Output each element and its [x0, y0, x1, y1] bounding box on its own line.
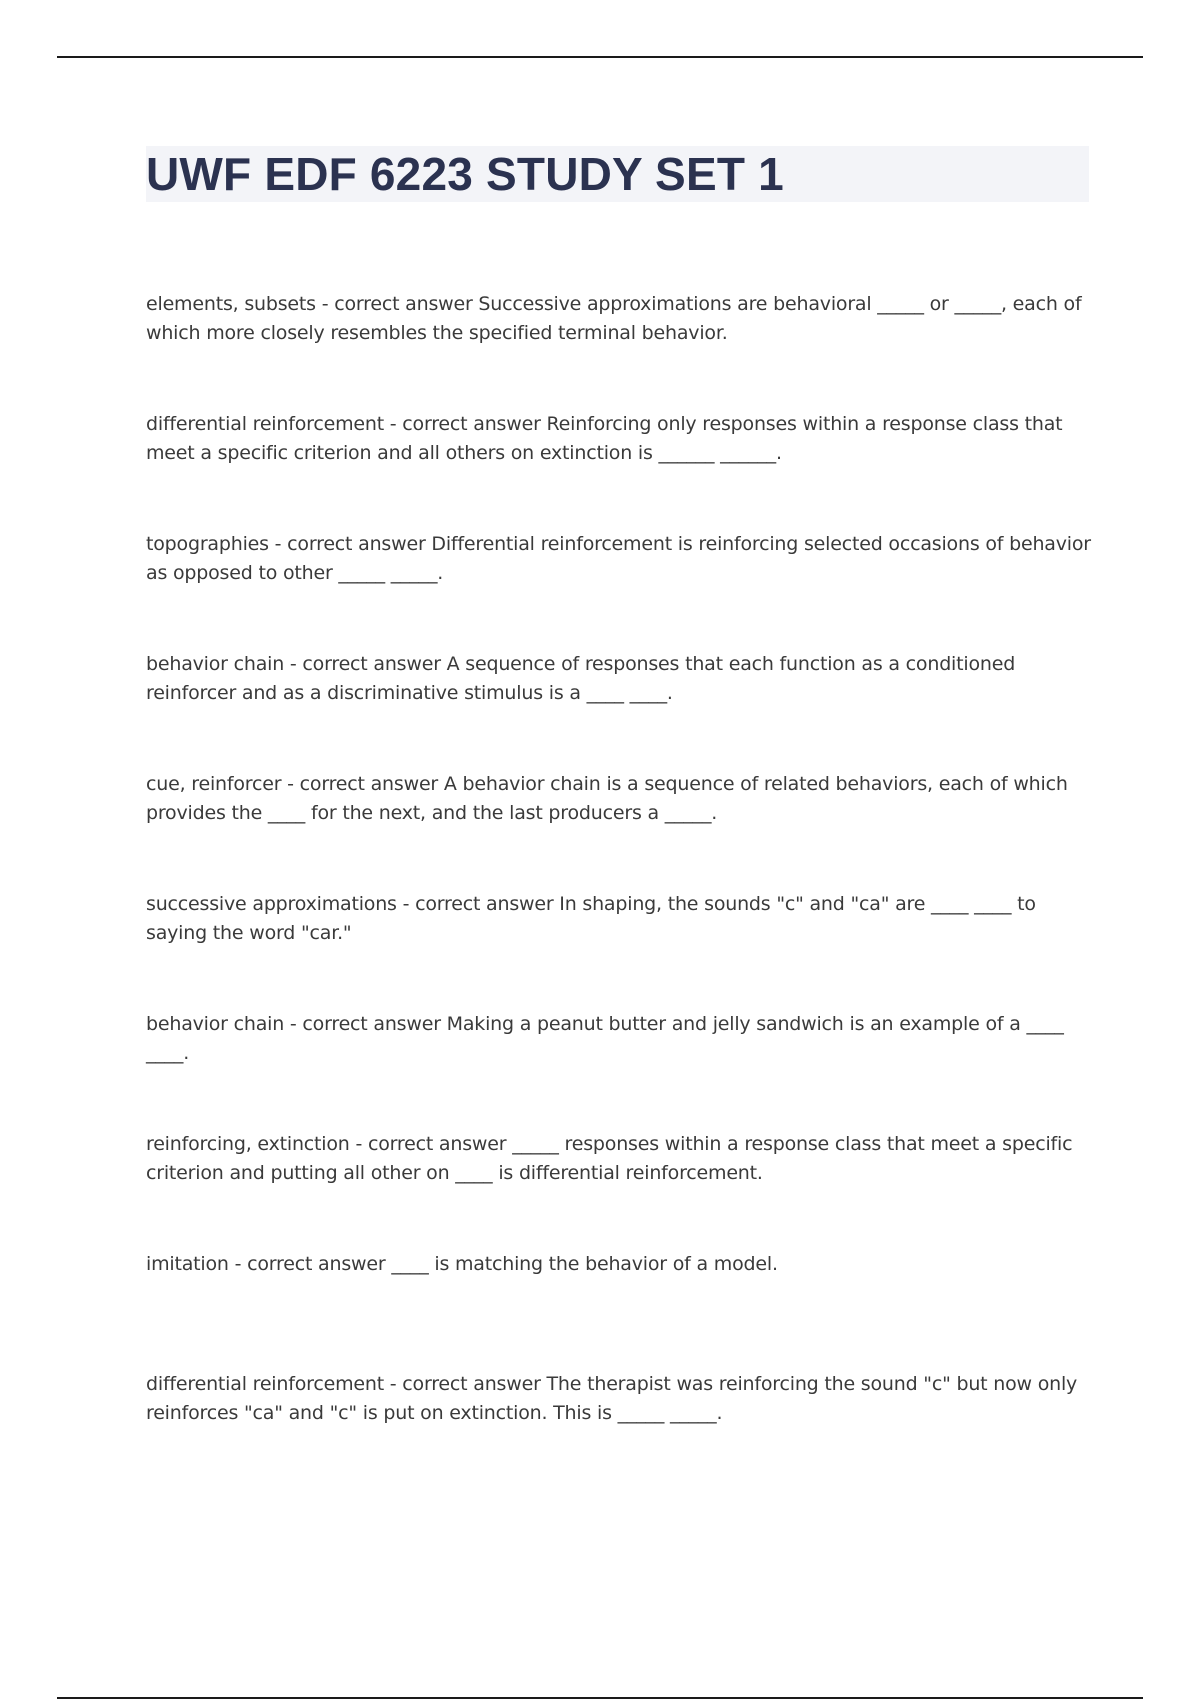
qa-item: elements, subsets - correct answer Successive approximations are behavioral _____ or _____, each of which more closely resembles the specified terminal behavior.	[146, 293, 1082, 344]
qa-item: topographies - correct answer Differential reinforcement is reinforcing selected occasions of behavior as opposed to other _____ _____.	[146, 533, 1091, 584]
bottom-divider	[57, 1697, 1143, 1699]
qa-item: imitation - correct answer ____ is matching the behavior of a model.	[146, 1253, 778, 1275]
qa-item: differential reinforcement - correct answer The therapist was reinforcing the sound "c" but now only reinforces "ca" and "c" is put on extinction. This is _____ _____.	[146, 1373, 1078, 1424]
qa-item: differential reinforcement - correct answer Reinforcing only responses within a response class that meet a specific criterion and all others on extinction is ______ ______.	[146, 413, 1063, 464]
qa-item: cue, reinforcer - correct answer A behavior chain is a sequence of related behaviors, each of which provides the ____ for the next, and the last producers a _____.	[146, 773, 1068, 824]
qa-item: behavior chain - correct answer Making a peanut butter and jelly sandwich is an example of a ____ ____.	[146, 1013, 1064, 1064]
qa-item: behavior chain - correct answer A sequence of responses that each function as a conditioned reinforcer and as a discriminative stimulus is a ____ ____.	[146, 653, 1016, 704]
qa-list	[146, 290, 1096, 1490]
top-divider	[57, 56, 1143, 58]
qa-item: successive approximations - correct answer In shaping, the sounds "c" and "ca" are ____ ____ to saying the word "car."	[146, 893, 1036, 944]
page-title: UWF EDF 6223 STUDY SET 1	[146, 148, 784, 200]
qa-item: reinforcing, extinction - correct answer _____ responses within a response class that meet a specific criterion and putting all other on ____ is differential reinforcement.	[146, 1133, 1073, 1184]
